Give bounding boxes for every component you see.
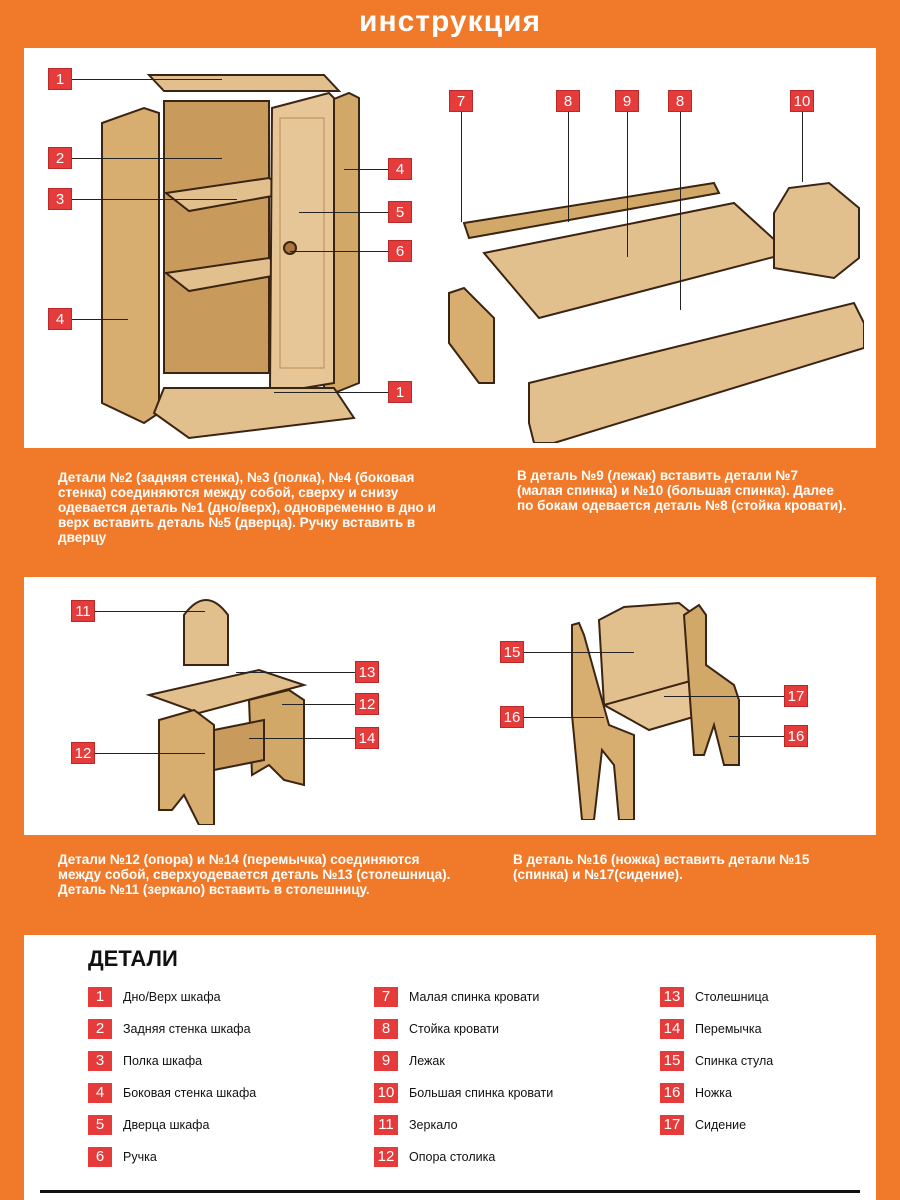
legend-number: 9 bbox=[374, 1051, 398, 1071]
chair-illustration bbox=[564, 595, 754, 820]
tag-part-8-back: 8 bbox=[556, 90, 580, 112]
legend-label: Боковая стенка шкафа bbox=[123, 1086, 257, 1100]
legend-number: 1 bbox=[88, 987, 112, 1007]
chair-instructions: В деталь №16 (ножка) вставить детали №15 (спинка) и №17(сидение). bbox=[513, 852, 810, 882]
leader-line bbox=[461, 112, 462, 222]
tag-part-2: 2 bbox=[48, 147, 72, 169]
tag-part-6: 6 bbox=[388, 240, 412, 262]
legend-item bbox=[374, 1018, 499, 1040]
legend-item bbox=[88, 1146, 157, 1168]
tag-part-9: 9 bbox=[615, 90, 639, 112]
leader-line bbox=[95, 611, 205, 612]
page-title: инструкция bbox=[359, 5, 541, 38]
legend-label: Задняя стенка шкафа bbox=[123, 1022, 251, 1036]
leader-line bbox=[236, 672, 355, 673]
leader-line bbox=[282, 704, 355, 705]
legend-label: Столешница bbox=[695, 990, 769, 1004]
tag-part-4-right: 4 bbox=[388, 158, 412, 180]
leader-line bbox=[299, 212, 388, 213]
wardrobe-instructions: Детали №2 (задняя стенка), №3 (полка), №4 (боковая стенка) соединяются между собой, сверху и снизу одевается деталь №1 (дно/верх), одновременно в дно и верх вставить деталь №5 (дверца). Ручку вставить в дверцу bbox=[58, 470, 436, 545]
leader-line bbox=[72, 158, 222, 159]
legend-item bbox=[88, 1082, 256, 1104]
legend-number: 10 bbox=[374, 1083, 398, 1103]
leader-line bbox=[729, 736, 784, 737]
legend-item bbox=[88, 1018, 251, 1040]
legend-number: 4 bbox=[88, 1083, 112, 1103]
legend-number: 6 bbox=[88, 1147, 112, 1167]
table-instructions: Детали №12 (опора) и №14 (перемычка) соединяются между собой, сверхуодевается деталь №13 (столешница). Деталь №11 (зеркало) вставить в столешницу. bbox=[58, 852, 451, 897]
tag-part-17: 17 bbox=[784, 685, 808, 707]
tag-part-12-right: 12 bbox=[355, 693, 379, 715]
tag-part-14: 14 bbox=[355, 727, 379, 749]
bottom-divider bbox=[40, 1190, 860, 1193]
legend-item bbox=[660, 1114, 746, 1136]
legend-label: Спинка стула bbox=[695, 1054, 774, 1068]
legend-label: Стойка кровати bbox=[409, 1022, 499, 1036]
leader-line bbox=[524, 652, 634, 653]
legend-number: 5 bbox=[88, 1115, 112, 1135]
leader-line bbox=[680, 112, 681, 310]
tag-part-16-right: 16 bbox=[784, 725, 808, 747]
legend-label: Лежак bbox=[409, 1054, 445, 1068]
panel-table-chair bbox=[24, 577, 876, 835]
tag-part-7: 7 bbox=[449, 90, 473, 112]
legend-number: 16 bbox=[660, 1083, 684, 1103]
legend-number: 3 bbox=[88, 1051, 112, 1071]
leader-line bbox=[568, 112, 569, 222]
legend-item bbox=[374, 1146, 495, 1168]
legend-label: Зеркало bbox=[409, 1118, 458, 1132]
tag-part-10: 10 bbox=[790, 90, 814, 112]
legend-number: 8 bbox=[374, 1019, 398, 1039]
wardrobe-illustration bbox=[94, 63, 394, 448]
tag-part-11: 11 bbox=[71, 600, 95, 622]
tag-part-16-left: 16 bbox=[500, 706, 524, 728]
leader-line bbox=[72, 79, 222, 80]
leader-line bbox=[802, 112, 803, 182]
legend-item bbox=[660, 986, 769, 1008]
legend-item bbox=[88, 1050, 202, 1072]
legend-item bbox=[660, 1082, 732, 1104]
leader-line bbox=[664, 696, 784, 697]
legend-number: 17 bbox=[660, 1115, 684, 1135]
leader-line bbox=[95, 753, 205, 754]
legend-item bbox=[374, 1114, 458, 1136]
legend-item bbox=[374, 986, 539, 1008]
legend-item bbox=[660, 1018, 762, 1040]
legend-item bbox=[88, 986, 221, 1008]
legend-number: 14 bbox=[660, 1019, 684, 1039]
legend-label: Дверца шкафа bbox=[123, 1118, 210, 1132]
panel-wardrobe-bed bbox=[24, 48, 876, 448]
leader-line bbox=[627, 112, 628, 257]
legend-number: 7 bbox=[374, 987, 398, 1007]
tag-part-1-bottom: 1 bbox=[388, 381, 412, 403]
legend-label: Большая спинка кровати bbox=[409, 1086, 554, 1100]
table-illustration bbox=[144, 585, 324, 825]
legend-item bbox=[88, 1114, 209, 1136]
legend-number: 2 bbox=[88, 1019, 112, 1039]
bed-instructions: В деталь №9 (лежак) вставить детали №7 (малая спинка) и №10 (большая спинка). Далее по бокам одевается деталь №8 (стойка кровати). bbox=[517, 468, 847, 513]
legend-item bbox=[374, 1082, 553, 1104]
tag-part-15: 15 bbox=[500, 641, 524, 663]
legend-label: Ножка bbox=[695, 1086, 732, 1100]
legend-label: Перемычка bbox=[695, 1022, 762, 1036]
legend-label: Дно/Верх шкафа bbox=[123, 990, 221, 1004]
leader-line bbox=[72, 199, 237, 200]
legend-item bbox=[660, 1050, 773, 1072]
leader-line bbox=[524, 717, 604, 718]
tag-part-12-left: 12 bbox=[71, 742, 95, 764]
leader-line bbox=[249, 738, 355, 739]
legend-number: 13 bbox=[660, 987, 684, 1007]
legend-label: Полка шкафа bbox=[123, 1054, 203, 1068]
legend-number: 15 bbox=[660, 1051, 684, 1071]
legend-label: Опора столика bbox=[409, 1150, 496, 1164]
tag-part-8-front: 8 bbox=[668, 90, 692, 112]
legend-label: Ручка bbox=[123, 1150, 157, 1164]
bed-illustration bbox=[444, 143, 864, 443]
tag-part-13: 13 bbox=[355, 661, 379, 683]
legend-label: Сидение bbox=[695, 1118, 747, 1132]
tag-part-3: 3 bbox=[48, 188, 72, 210]
tag-part-4-left: 4 bbox=[48, 308, 72, 330]
legend-label: Малая спинка кровати bbox=[409, 990, 540, 1004]
leader-line bbox=[290, 251, 388, 252]
details-heading: ДЕТАЛИ bbox=[88, 946, 178, 971]
leader-line bbox=[72, 319, 128, 320]
legend-item bbox=[374, 1050, 445, 1072]
leader-line bbox=[274, 392, 388, 393]
legend-number: 12 bbox=[374, 1147, 398, 1167]
legend-number: 11 bbox=[374, 1115, 398, 1135]
leader-line bbox=[344, 169, 388, 170]
tag-part-1-top: 1 bbox=[48, 68, 72, 90]
tag-part-5: 5 bbox=[388, 201, 412, 223]
